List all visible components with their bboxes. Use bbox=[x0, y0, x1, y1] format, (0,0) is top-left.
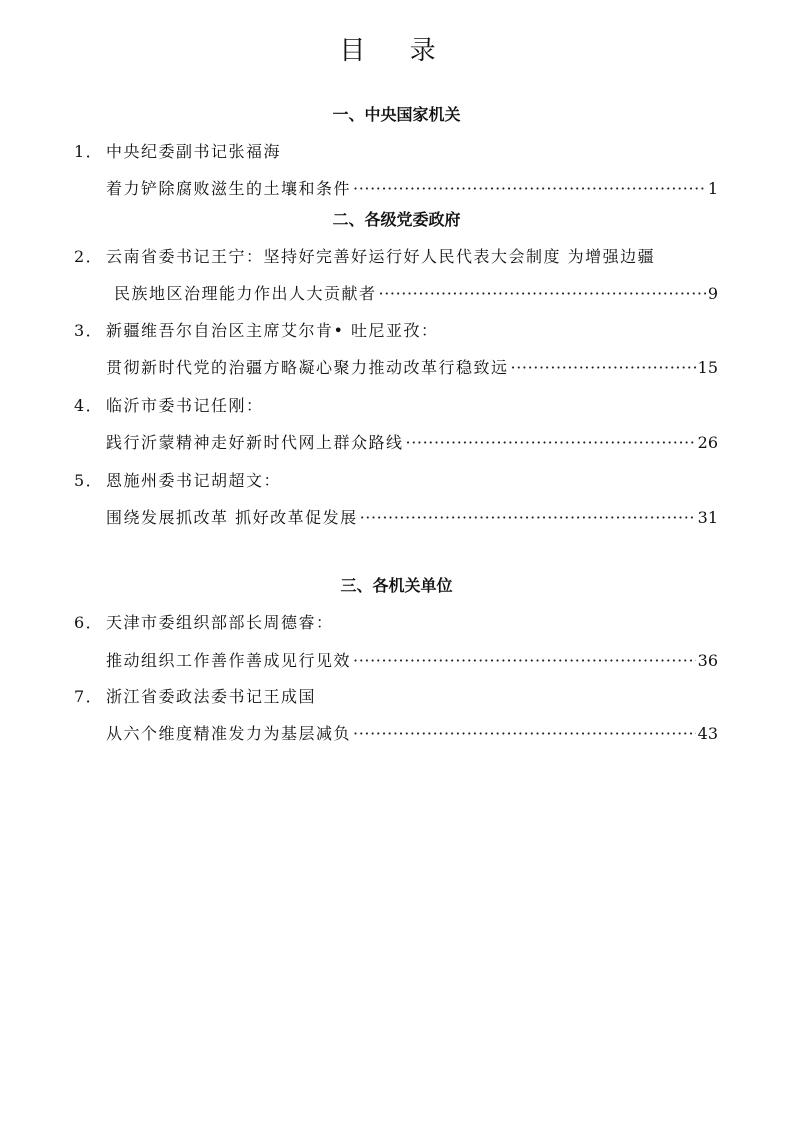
entry-author: 云南省委书记王宁：坚持好完善好运行好人民代表大会制度 为增强边疆 bbox=[106, 247, 656, 266]
leader-dots bbox=[353, 179, 706, 198]
toc-entry-3-author bbox=[74, 318, 439, 341]
entry-number: 3． bbox=[74, 321, 104, 340]
entry-number: 6． bbox=[74, 613, 104, 632]
toc-entry-7-author bbox=[74, 684, 316, 707]
page-number: 31 bbox=[697, 508, 718, 527]
entry-author: 中央纪委副书记张福海 bbox=[106, 142, 282, 161]
toc-entry-5-link[interactable] bbox=[106, 505, 718, 528]
page-number: 1 bbox=[707, 179, 718, 198]
entry-author: 新疆维吾尔自治区主席艾尔肯• 吐尼亚孜： bbox=[106, 321, 439, 340]
leader-dots bbox=[406, 433, 696, 452]
entry-number: 7． bbox=[74, 687, 104, 706]
entry-number: 1． bbox=[74, 142, 104, 161]
page-number: 15 bbox=[697, 358, 718, 377]
entry-title: 推动组织工作善作善成见行见效 bbox=[106, 651, 352, 670]
section-heading-1: 一、中央国家机关 bbox=[332, 105, 461, 124]
toc-entry-4-author bbox=[74, 393, 264, 416]
page-number: 26 bbox=[697, 433, 718, 452]
leader-dots bbox=[360, 508, 696, 527]
leader-dots bbox=[511, 358, 696, 377]
entry-number: 5． bbox=[74, 471, 104, 490]
entry-number: 4． bbox=[74, 396, 104, 415]
toc-entry-2-link[interactable] bbox=[114, 281, 718, 304]
page-number: 43 bbox=[697, 724, 718, 743]
toc-entry-1-link[interactable] bbox=[106, 176, 718, 199]
entry-number: 2． bbox=[74, 247, 104, 266]
leader-dots bbox=[379, 284, 706, 303]
entry-author: 天津市委组织部部长周德睿： bbox=[106, 613, 334, 632]
section-heading-3: 三、各机关单位 bbox=[340, 576, 453, 595]
entry-title: 着力铲除腐败滋生的土壤和条件 bbox=[106, 179, 352, 198]
toc-entry-7-link[interactable] bbox=[106, 721, 718, 744]
section-heading-2: 二、各级党委政府 bbox=[332, 210, 461, 229]
leader-dots bbox=[353, 724, 696, 743]
entry-author: 浙江省委政法委书记王成国 bbox=[106, 687, 317, 706]
entry-title: 围绕发展抓改革 抓好改革促发展 bbox=[106, 508, 358, 527]
entry-author: 临沂市委书记任刚： bbox=[106, 396, 264, 415]
leader-dots bbox=[353, 651, 696, 670]
toc-entry-6-link[interactable] bbox=[106, 648, 718, 671]
entry-author: 恩施州委书记胡超文： bbox=[106, 471, 282, 490]
entry-title: 从六个维度精准发力为基层减负 bbox=[106, 724, 352, 743]
toc-entry-4-link[interactable] bbox=[106, 430, 718, 453]
entry-title: 贯彻新时代党的治疆方略凝心聚力推动改革行稳致远 bbox=[106, 358, 509, 377]
page-number: 36 bbox=[697, 651, 718, 670]
toc-entry-1-author bbox=[74, 139, 281, 162]
entry-title: 民族地区治理能力作出人大贡献者 bbox=[114, 284, 377, 303]
page-number: 9 bbox=[707, 284, 718, 303]
toc-title: 目 录 bbox=[339, 36, 454, 66]
toc-entry-5-author bbox=[74, 468, 281, 491]
toc-entry-3-link[interactable] bbox=[106, 355, 718, 378]
entry-title: 践行沂蒙精神走好新时代网上群众路线 bbox=[106, 433, 404, 452]
toc-entry-2-author bbox=[74, 244, 655, 267]
toc-entry-6-author bbox=[74, 610, 334, 633]
